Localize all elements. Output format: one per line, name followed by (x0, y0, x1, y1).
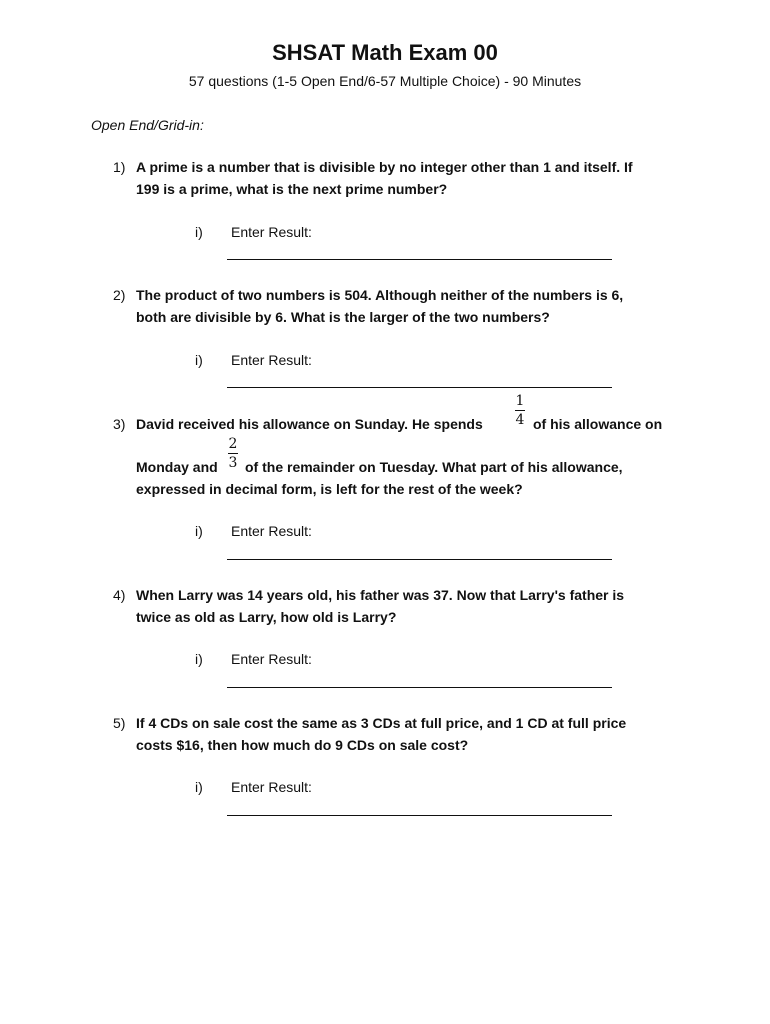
answer-label: Enter Result: (231, 651, 312, 667)
question-text (136, 284, 681, 328)
question-number: 1) (113, 159, 126, 175)
section-label: Open End/Grid-in: (91, 117, 204, 133)
question-line: If 4 CDs on sale cost the same as 3 CDs at full price, and 1 CD at full price (136, 715, 627, 731)
question-line: both are divisible by 6. What is the larger of the two numbers? (136, 309, 550, 325)
fraction-denominator: 3 (228, 455, 238, 471)
answer-marker: i) (195, 523, 203, 539)
page-title: SHSAT Math Exam 00 (272, 40, 498, 65)
fraction-one-quarter (515, 393, 525, 428)
fraction-numerator: 1 (515, 393, 525, 409)
question-line: A prime is a number that is divisible by no integer other than 1 and itself. If (136, 159, 633, 175)
question-number: 2) (113, 287, 126, 303)
question-line: When Larry was 14 years old, his father was 37. Now that Larry's father is (136, 587, 625, 603)
question-number: 4) (113, 587, 126, 603)
fraction-bar (228, 453, 238, 454)
page-subtitle: 57 questions (1-5 Open End/6-57 Multiple Choice) - 90 Minutes (188, 73, 582, 89)
fraction-two-thirds (228, 436, 238, 471)
answer-marker: i) (195, 779, 203, 795)
answer-marker: i) (195, 651, 203, 667)
question-line: costs $16, then how much do 9 CDs on sale cost? (136, 737, 469, 753)
question-text: David received his allowance on Sunday. He spends (136, 416, 483, 432)
question-text (136, 156, 681, 200)
fraction-numerator: 2 (228, 436, 238, 452)
question-text (136, 712, 681, 756)
answer-label: Enter Result: (231, 352, 312, 368)
answer-label: Enter Result: (231, 779, 312, 795)
question-number: 3) (113, 416, 126, 432)
answer-input-line[interactable] (227, 259, 612, 260)
fraction-denominator: 4 (515, 412, 525, 428)
answer-input-line[interactable] (227, 559, 612, 560)
answer-marker: i) (195, 224, 203, 240)
answer-input-line[interactable] (227, 815, 612, 816)
question-line: 199 is a prime, what is the next prime number? (136, 181, 448, 197)
question-text: expressed in decimal form, is left for the rest of the week? (136, 481, 523, 497)
answer-label: Enter Result: (231, 523, 312, 539)
question-text: of his allowance on (533, 416, 663, 432)
question-line: The product of two numbers is 504. Although neither of the numbers is 6, (136, 287, 624, 303)
question-text: of the remainder on Tuesday. What part of his allowance, (245, 459, 623, 475)
question-line: twice as old as Larry, how old is Larry? (136, 609, 397, 625)
answer-marker: i) (195, 352, 203, 368)
question-number: 5) (113, 715, 126, 731)
answer-label: Enter Result: (231, 224, 312, 240)
question-text (136, 584, 681, 628)
answer-input-line[interactable] (227, 687, 612, 688)
question-text: Monday and (136, 459, 218, 475)
answer-input-line[interactable] (227, 387, 612, 388)
fraction-bar (515, 410, 525, 411)
